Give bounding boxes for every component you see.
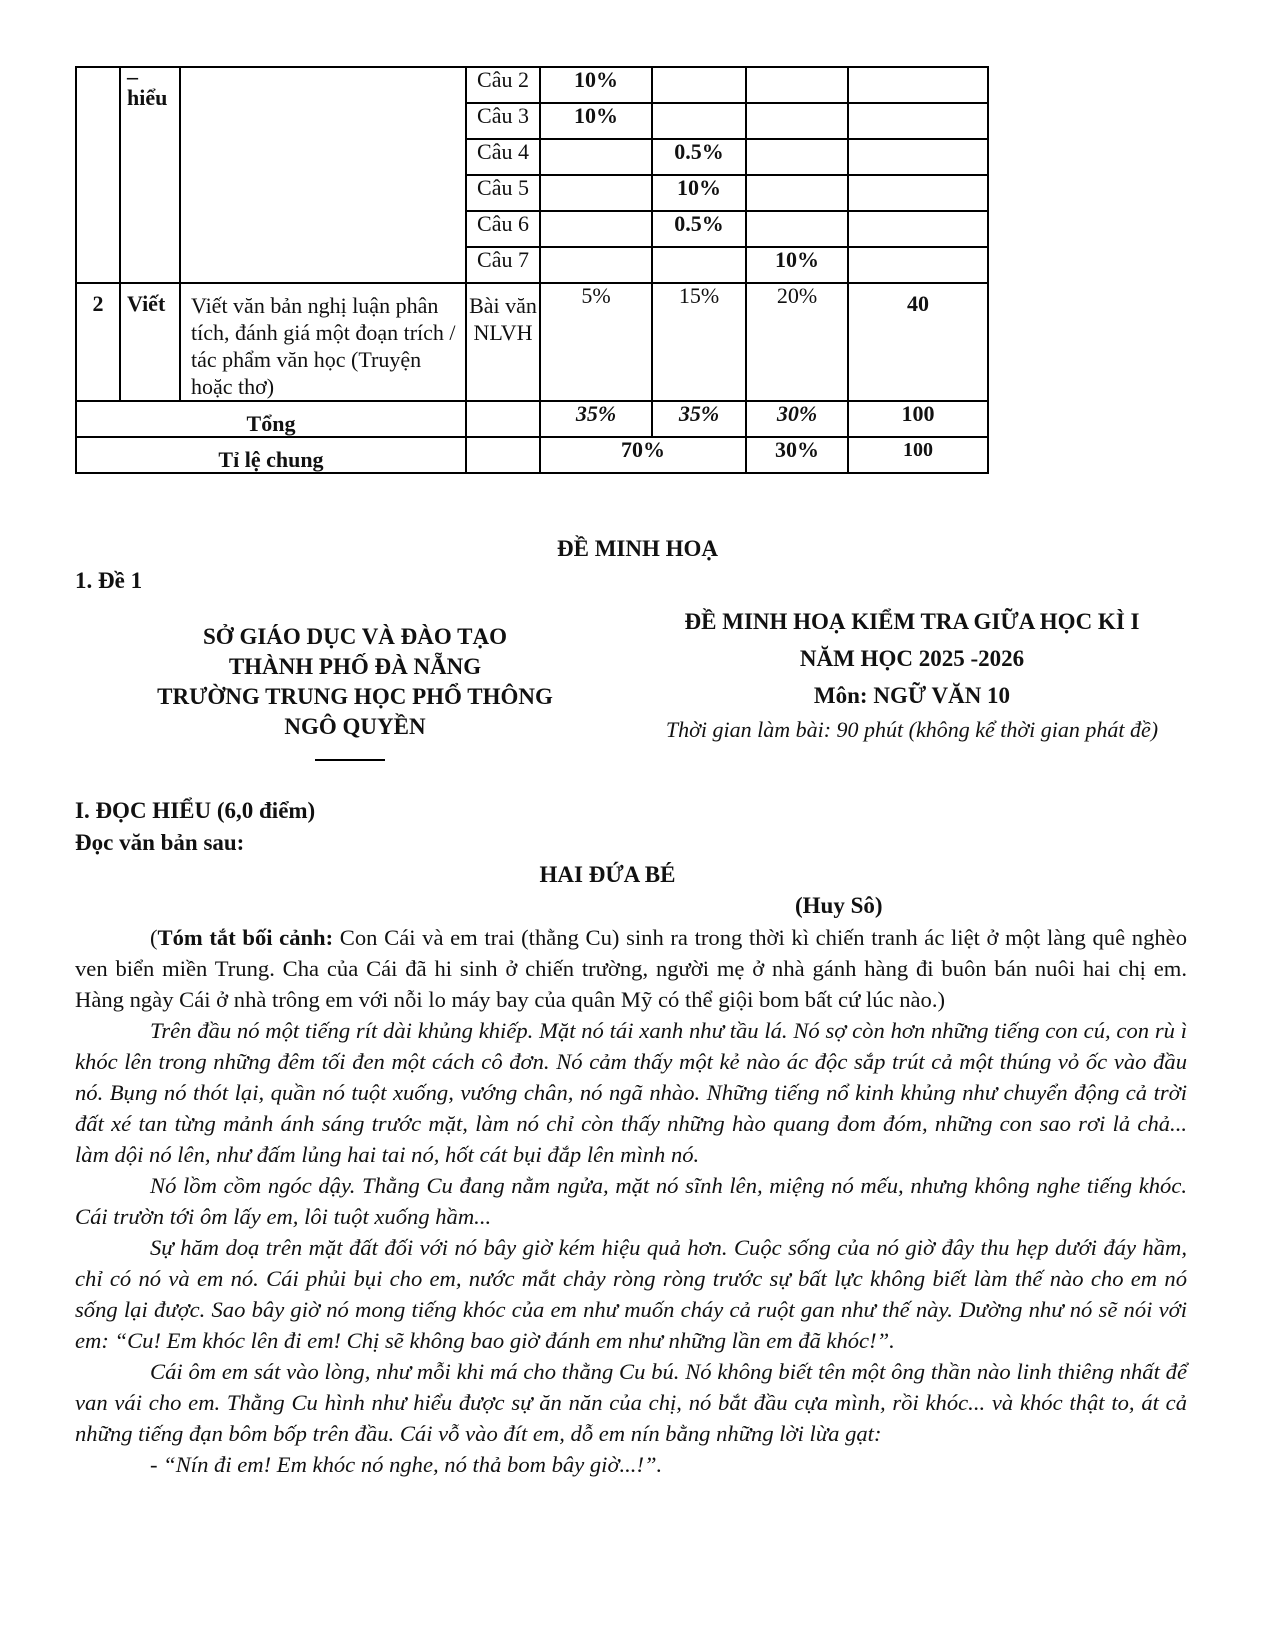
matrix-table [75,66,989,474]
summary-label: Tóm tắt bối cảnh: [157,925,334,950]
instruction: Đọc văn bản sau: [75,830,245,855]
skill-cell-viet: Viết [120,283,180,401]
exam-header [612,603,1212,746]
page-title: ĐỀ MINH HOẠ [557,536,718,561]
question-cell: Câu 3 [466,103,540,139]
van-dung-cell: 20% [746,283,848,401]
passage-paragraph: Sự hăm doạ trên mặt đất đối với nó bây giờ kém hiệu quả hơn. Cuộc sống của nó giờ đây thu hẹp dưới đáy hầm, chỉ có nó và em nó. Cái phủi bụi cho em, nước mắt chảy ròng ròng trước sự bất lực không biết làm thế nào cho em nó sống lại được. Sao bây giờ nó mong tiếng khóc của em như muốn cháy cả ruột gan như thế này. Dường như nó sẽ nói với em: “Cu! Em khóc lên đi em! Chị sẽ không bao giờ đánh em như những lần em đã khóc!”. [75,1235,1187,1353]
dialogue-line: - “Nín đi em! Em khóc nó nghe, nó thả bom bây giờ...!”. [150,1452,663,1477]
nhan-biet-cell: 5% [540,283,652,401]
thong-hieu-cell: 0.5% [652,139,746,175]
thong-hieu-cell: 0.5% [652,211,746,247]
stt-cell-empty [76,67,120,283]
story-author: (Huy Sô) [795,893,883,918]
school-year-line: NĂM HỌC 2025 -2026 [799,646,1025,671]
ti-le-label: Tỉ lệ chung [76,437,466,473]
skill-hieu: hiểu [127,85,168,110]
ti-le-nb-th: 70% [540,437,746,473]
thong-hieu-cell [652,247,746,283]
empty-cell [466,437,540,473]
time-line: Thời gian làm bài: 90 phút (không kể thời gian phát đề) [665,717,1159,742]
skill-dash: – [127,64,138,89]
nhan-biet-cell [540,211,652,247]
summary-paragraph: (Tóm tắt bối cảnh: Con Cái và em trai (thằng Cu) sinh ra trong thời kì chiến tranh ác liệt ở một làng quê nghèo ven biển miền Trung. Cha của Cái đã hi sinh ở chiến trường, người mẹ ở nhà gánh hàng đi buôn bán nuôi hai chị em. Hàng ngày Cái ở nhà trông em với nỗi lo máy bay của quân Mỹ có thể giội bom bất cứ lúc nào.) [75,925,1187,1012]
summary-text: Con Cái và em trai (thằng Cu) sinh ra trong thời kì chiến tranh ác liệt ở một làng quê nghèo ven biển miền Trung. Cha của Cái đã hi sinh ở chiến trường, người mẹ ở nhà gánh hàng đi buôn bán nuôi hai chị em. Hàng ngày Cái ở nhà trông em với nỗi lo máy bay của quân Mỹ có thể giội bom bất cứ lúc nào.) [75,925,1187,1012]
school-header [100,622,610,742]
question-cell: Câu 6 [466,211,540,247]
van-dung-cell [746,211,848,247]
school-name-line: NGÔ QUYỀN [284,714,426,739]
type-cell: Bài văn NLVH [466,283,540,401]
nhan-biet-cell: 10% [540,103,652,139]
city-line: THÀNH PHỐ ĐÀ NẴNG [228,654,482,679]
van-dung-cell [746,103,848,139]
school-type-line: TRƯỜNG TRUNG HỌC PHỔ THÔNG [157,684,553,709]
tong-van-dung: 30% [746,401,848,437]
total-cell [848,67,988,103]
story-title: HAI ĐỨA BÉ [539,862,676,887]
question-cell: Câu 7 [466,247,540,283]
question-cell: Câu 5 [466,175,540,211]
total-cell [848,247,988,283]
total-cell [848,175,988,211]
stt-cell: 2 [76,283,120,401]
exam-title-line: ĐỀ MINH HOẠ KIỂM TRA GIỮA HỌC KÌ I [684,609,1140,634]
total-cell [848,139,988,175]
tong-total: 100 [848,401,988,437]
question-cell: Câu 2 [466,67,540,103]
passage-paragraph: Trên đầu nó một tiếng rít dài khủng khiếp. Mặt nó tái xanh như tầu lá. Nó sợ còn hơn những tiếng con cú, con rù ì khóc lên trong những đêm tối đen một cách cô đơn. Nó cảm thấy một kẻ nào ác độc sắp trút cả một thúng vỏ ốc vào đầu nó. Bụng nó thót lại, quần nó tuột xuống, vướng chân, nó ngã nhào. Những tiếng nổ kinh khủng như chuyển động cả trời đất xé tan từng mảnh ánh sáng trước mặt, làm nó chỉ còn thấy những hào quang đom đóm, những con sao rơi lả chả... làm dội nó lên, như đấm lủng hai tai nó, hốt cát bụi đắp lên mình nó. [75,1018,1187,1167]
content-cell-empty [180,67,466,283]
van-dung-cell: 10% [746,247,848,283]
total-cell [848,103,988,139]
divider [315,759,385,761]
nhan-biet-cell: 10% [540,67,652,103]
reading-passage [75,922,1187,1480]
content-cell: Viết văn bản nghị luận phân tích, đánh giá một đoạn trích / tác phẩm văn học (Truyện hoặc thơ) [180,283,466,401]
nhan-biet-cell [540,139,652,175]
total-cell [848,211,988,247]
van-dung-cell [746,67,848,103]
tong-label: Tổng [76,401,466,437]
department-line: SỞ GIÁO DỤC VÀ ĐÀO TẠO [203,624,507,649]
de-number: 1. Đề 1 [75,568,143,593]
thong-hieu-cell: 10% [652,175,746,211]
thong-hieu-cell: 15% [652,283,746,401]
tong-nhan-biet: 35% [540,401,652,437]
thong-hieu-cell [652,67,746,103]
ti-le-total: 100 [848,437,988,473]
section-title: I. ĐỌC HIỂU (6,0 điểm) [75,798,316,823]
van-dung-cell [746,139,848,175]
thong-hieu-cell [652,103,746,139]
skill-cell-doc-hieu [120,64,180,283]
empty-cell [466,401,540,437]
nhan-biet-cell [540,247,652,283]
ti-le-van-dung: 30% [746,437,848,473]
van-dung-cell [746,175,848,211]
question-cell: Câu 4 [466,139,540,175]
passage-paragraph: Nó lồm cồm ngóc dậy. Thằng Cu đang nằm ngửa, mặt nó sĩnh lên, miệng nó mếu, nhưng không nghe tiếng khóc. Cái trườn tới ôm lấy em, lôi tuột xuống hầm... [75,1173,1187,1229]
nhan-biet-cell [540,175,652,211]
tong-thong-hieu: 35% [652,401,746,437]
passage-paragraph: Cái ôm em sát vào lòng, như mỗi khi má cho thằng Cu bú. Nó không biết tên một ông thần nào linh thiêng nhất để van vái cho em. Thằng Cu hình như hiểu được sự ăn năn của chị, nó bắt đầu cựa mình, rồi khóc... và khóc thật to, át cả những tiếng đạn bôm bốp trên đầu. Cái vỗ vào đít em, dỗ em nín bằng những lời lừa gạt: [75,1359,1187,1446]
total-cell: 40 [848,283,988,401]
subject-line: Môn: NGỮ VĂN 10 [813,683,1011,708]
